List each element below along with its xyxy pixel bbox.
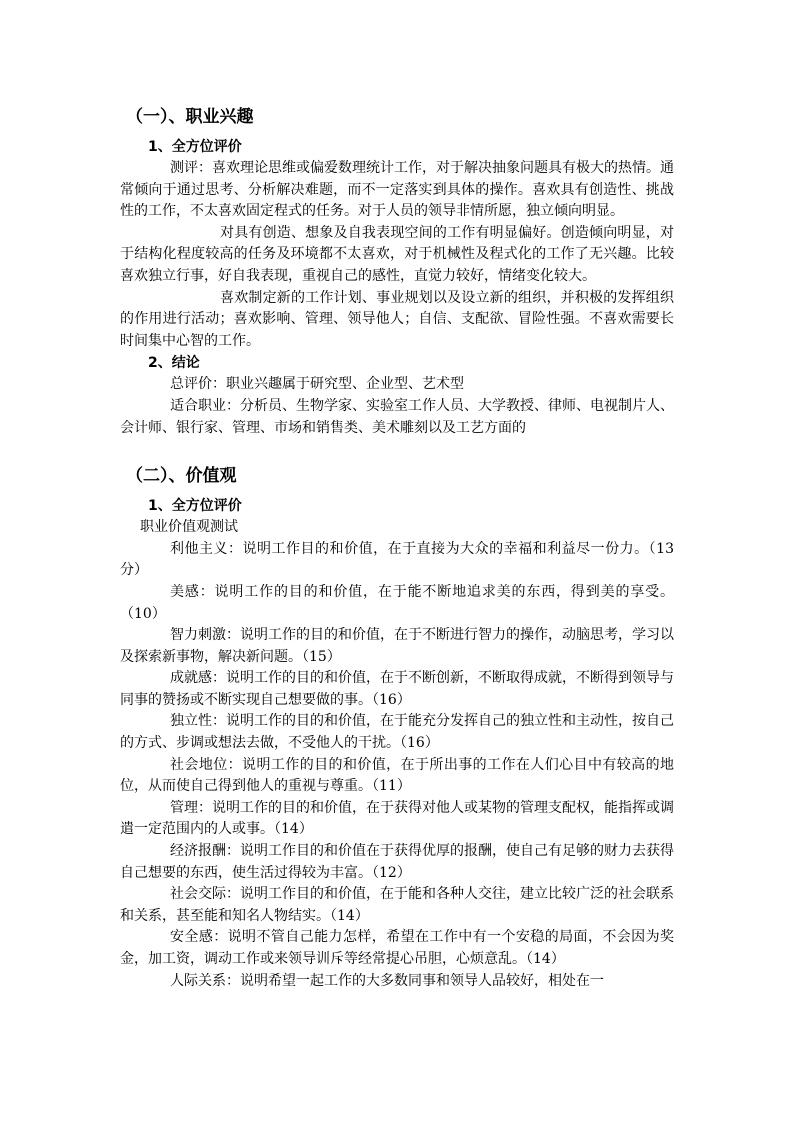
section-title-values: （二）、价值观 xyxy=(126,466,237,487)
value-item-social-status: 社会地位：说明工作的目的和价值，在于所出事的工作在人们心目中有较高的地位，从而使自己得到他人的重视与尊重。（11） xyxy=(120,756,674,795)
paragraph-enterprising: 喜欢制定新的工作计划、事业规划以及设立新的组织，并积极的发挥组织的作用进行活动；喜欢影响、管理、领导他人；自信、支配欲、冒险性强。不喜欢需要长时间集中心智的工作。 xyxy=(120,289,674,349)
paragraph-overall-rating: 总评价：职业兴趣属于研究型、企业型、艺术型 xyxy=(170,376,464,393)
value-item-aesthetics: 美感：说明工作的目的和价值，在于能不断地追求美的东西，得到美的享受。（10） xyxy=(120,583,674,622)
value-item-altruism: 利他主义：说明工作目的和价值，在于直接为大众的幸福和利益尽一份力。（13 分） xyxy=(120,540,674,579)
value-item-social-interaction: 社会交际：说明工作目的和价值，在于能和各种人交往，建立比较广泛的社会联系和关系，甚至能和知名人物结实。（14） xyxy=(120,886,674,924)
paragraph-suitable-jobs: 适合职业：分析员、生物学家、实验室工作人员、大学教授、律师、电视制片人、会计师、银行家、管理、市场和销售类、美术雕刻以及工艺方面的 xyxy=(120,397,674,436)
paragraph-creative: 对具有创造、想象及自我表现空间的工作有明显偏好。创造倾向明显，对于结构化程度较高的任务及环境都不太喜欢，对于机械性及程式化的工作了无兴趣。比较喜欢独立行事，好自我表现，重视自己的感性，直觉力较好，情绪变化较大。 xyxy=(120,224,674,284)
subsection-title-overall-evaluation: 1、全方位评价 xyxy=(148,139,242,155)
document-body xyxy=(120,104,674,992)
value-item-management: 管理：说明工作的目的和价值，在于获得对他人或某物的管理支配权，能指挥或调遣一定范围内的人或事。（14） xyxy=(120,799,674,838)
paragraph-values-test: 职业价值观测试 xyxy=(140,519,238,536)
value-item-intellectual-stimulation: 智力刺激：说明工作的目的和价值，在于不断进行智力的操作，动脑思考，学习以及探索新事物，解决新问题。（15） xyxy=(120,627,674,665)
paragraph-assessment: 测评：喜欢理论思维或偏爱数理统计工作，对于解决抽象问题具有极大的热情。通常倾向于通过思考、分析解决难题，而不一定落实到具体的操作。喜欢具有创造性、挑战性的工作，不太喜欢固定程式的任务。对于人员的领导非情所愿，独立倾向明显。 xyxy=(120,160,674,220)
subsection-title-conclusion: 2、结论 xyxy=(148,355,200,372)
value-item-independence: 独立性：说明工作的目的和价值，在于能充分发挥自己的独立性和主动性，按自己的方式、步调或想法去做，不受他人的干扰。（16） xyxy=(120,713,674,752)
value-item-achievement: 成就感：说明工作的目的和价值，在于不断创新，不断取得成就，不断得到领导与同事的赞扬或不断实现自己想要做的事。（16） xyxy=(120,670,674,708)
subsection-title-overall-evaluation-2: 1、全方位评价 xyxy=(148,498,242,515)
value-item-security: 安全感：说明不管自己能力怎样，希望在工作中有一个安稳的局面，不会因为奖金，加工资，调动工作或来领导训斥等经常提心吊胆，心烦意乱。（14） xyxy=(120,929,674,967)
value-item-interpersonal-relations: 人际关系：说明希望一起工作的大多数同事和领导人品较好，相处在一 xyxy=(170,972,604,989)
value-item-economic-reward: 经济报酬：说明工作目的和价值在于获得优厚的报酬，使自己有足够的财力去获得自己想要的东西，使生活过得较为丰富。（12） xyxy=(120,843,674,881)
section-title-career-interest: （一）、职业兴趣 xyxy=(126,107,254,127)
section-spacer xyxy=(120,439,674,463)
